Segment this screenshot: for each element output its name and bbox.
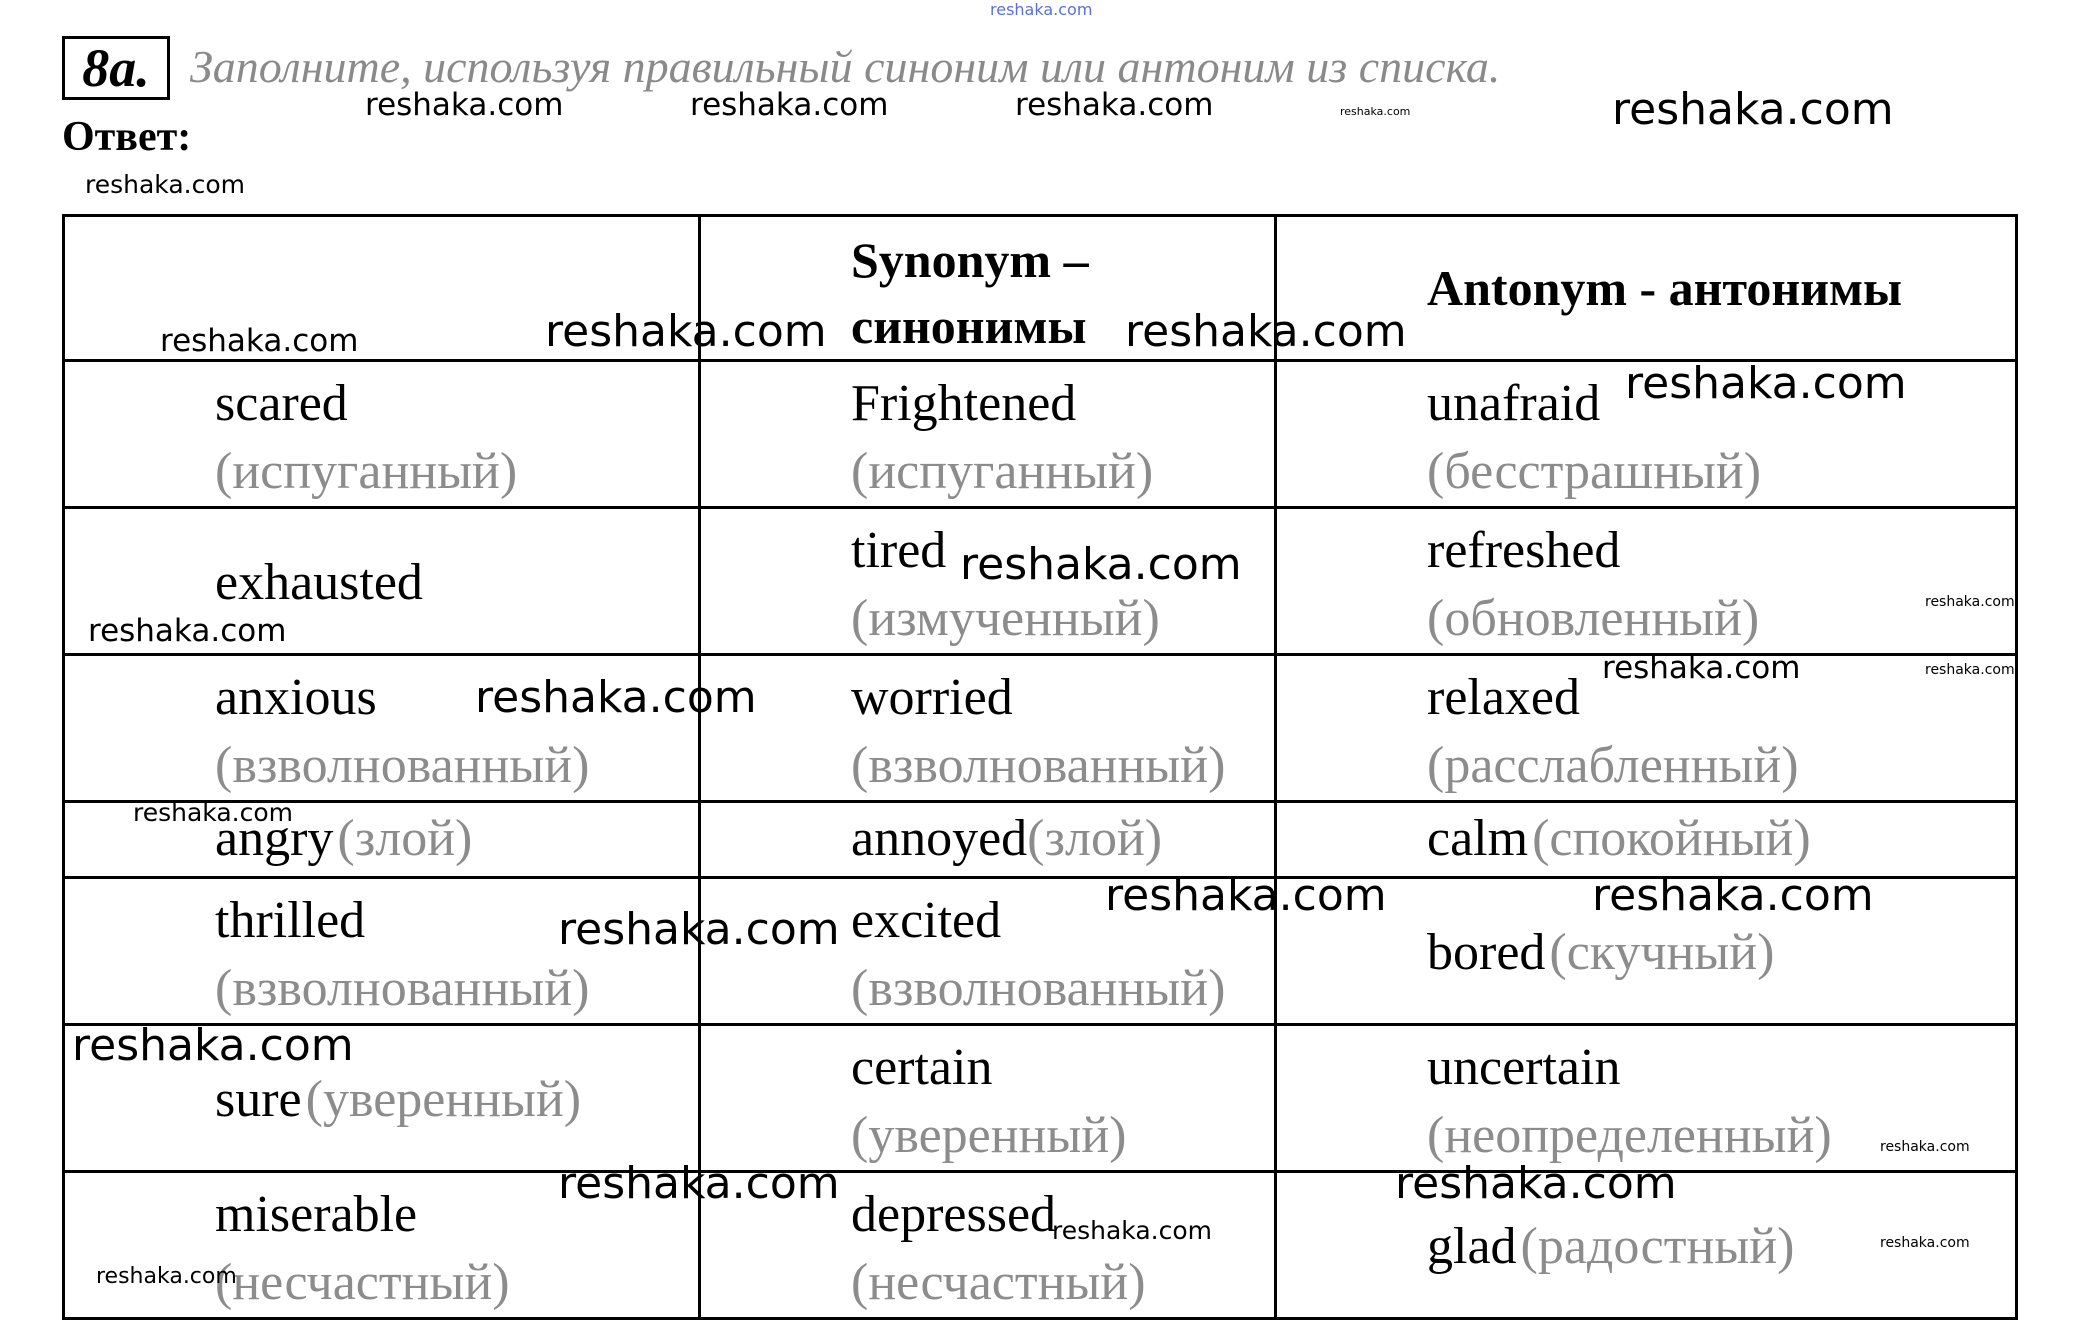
word: thrilled [215,892,366,949]
watermark: reshaka.com [558,904,840,955]
watermark: reshaka.com [1052,1216,1212,1245]
cell-synonym [700,1025,1276,1172]
word-translation: (испуганный) [215,443,518,500]
synonym: certain [851,1039,993,1096]
synonym: depressed [851,1186,1057,1243]
word-translation: (уверенный) [305,1071,582,1128]
watermark: reshaka.com [1015,87,1214,123]
cell-synonym [700,361,1276,508]
task-instruction: Заполните, используя правильный синоним или антоним из списка. [190,41,1501,92]
watermark: reshaka.com [1592,870,1874,921]
watermark: reshaka.com [1105,870,1387,921]
watermark: reshaka.com [88,613,287,649]
synonym: worried [851,669,1013,726]
antonym-translation: (скучный) [1549,924,1775,981]
antonym: uncertain [1427,1039,1621,1096]
word: anxious [215,669,377,726]
watermark: reshaka.com [1602,650,1801,686]
watermark: reshaka.com [1925,594,2015,610]
watermark: reshaka.com [160,323,359,359]
synonym-translation: (взволнованный) [851,737,1226,794]
watermark: reshaka.com [558,1158,840,1209]
word-translation: (несчастный) [215,1254,510,1311]
table-row [64,1025,2017,1172]
antonym-translation: (расслабленный) [1427,737,1799,794]
synonym: Frightened [851,375,1077,432]
synonym-translation: (злой) [1027,810,1163,867]
cell-antonym [1276,508,2017,655]
watermark: reshaka.com [960,539,1242,590]
watermark: reshaka.com [72,1020,354,1071]
header-synonym-label: Synonym – синонимы [851,232,1089,354]
antonym: bored [1427,924,1546,981]
word: exhausted [215,554,423,611]
antonym: calm [1427,810,1529,867]
word: angry [215,810,334,867]
antonym: unafraid [1427,375,1601,432]
synonym-translation: (испуганный) [851,443,1154,500]
antonym-translation: (обновленный) [1427,590,1760,647]
antonym: glad [1427,1218,1517,1275]
antonym-translation: (неопределенный) [1427,1107,1832,1164]
synonym: annoyed [851,810,1028,867]
word-translation: (взволнованный) [215,737,590,794]
synonym-translation: (несчастный) [851,1254,1146,1311]
watermark: reshaka.com [1625,358,1907,409]
cell-synonym [700,655,1276,802]
synonym: tired [851,522,947,579]
watermark: reshaka.com [545,306,827,357]
word: sure [215,1071,302,1128]
task-number: 8a. [62,36,170,100]
answer-label: Ответ: [62,114,192,160]
table-row [64,1172,2017,1319]
watermark: reshaka.com [1880,1139,1970,1155]
watermark-top: reshaka.com [990,0,1093,19]
synonym: excited [851,892,1002,949]
watermark: reshaka.com [1395,1158,1677,1209]
word-translation: (злой) [337,810,473,867]
table-row [64,802,2017,878]
watermark: reshaka.com [1880,1235,1970,1251]
header-antonym-label: Antonym - антонимы [1427,260,1903,316]
watermark: reshaka.com [1612,84,1894,135]
antonym: relaxed [1427,669,1581,726]
cell-antonym [1276,802,2017,878]
synonym-translation: (уверенный) [851,1107,1127,1164]
synonym-translation: (измученный) [851,590,1160,647]
antonym: refreshed [1427,522,1621,579]
watermark: reshaka.com [133,798,293,827]
cell-synonym [700,802,1276,878]
word-translation: (взволнованный) [215,960,590,1017]
watermark: reshaka.com [85,170,245,199]
watermark: reshaka.com [96,1264,237,1289]
watermark: reshaka.com [1925,662,2015,678]
watermark: reshaka.com [475,672,757,723]
antonym-translation: (бесстрашный) [1427,443,1762,500]
antonym-translation: (спокойный) [1532,810,1811,867]
watermark: reshaka.com [1340,105,1411,118]
watermark: reshaka.com [690,87,889,123]
word: miserable [215,1186,418,1243]
word: scared [215,375,348,432]
watermark: reshaka.com [1125,306,1407,357]
synonym-translation: (взволнованный) [851,960,1226,1017]
antonym-translation: (радостный) [1520,1218,1795,1275]
watermark: reshaka.com [365,87,564,123]
cell-word [64,361,700,508]
